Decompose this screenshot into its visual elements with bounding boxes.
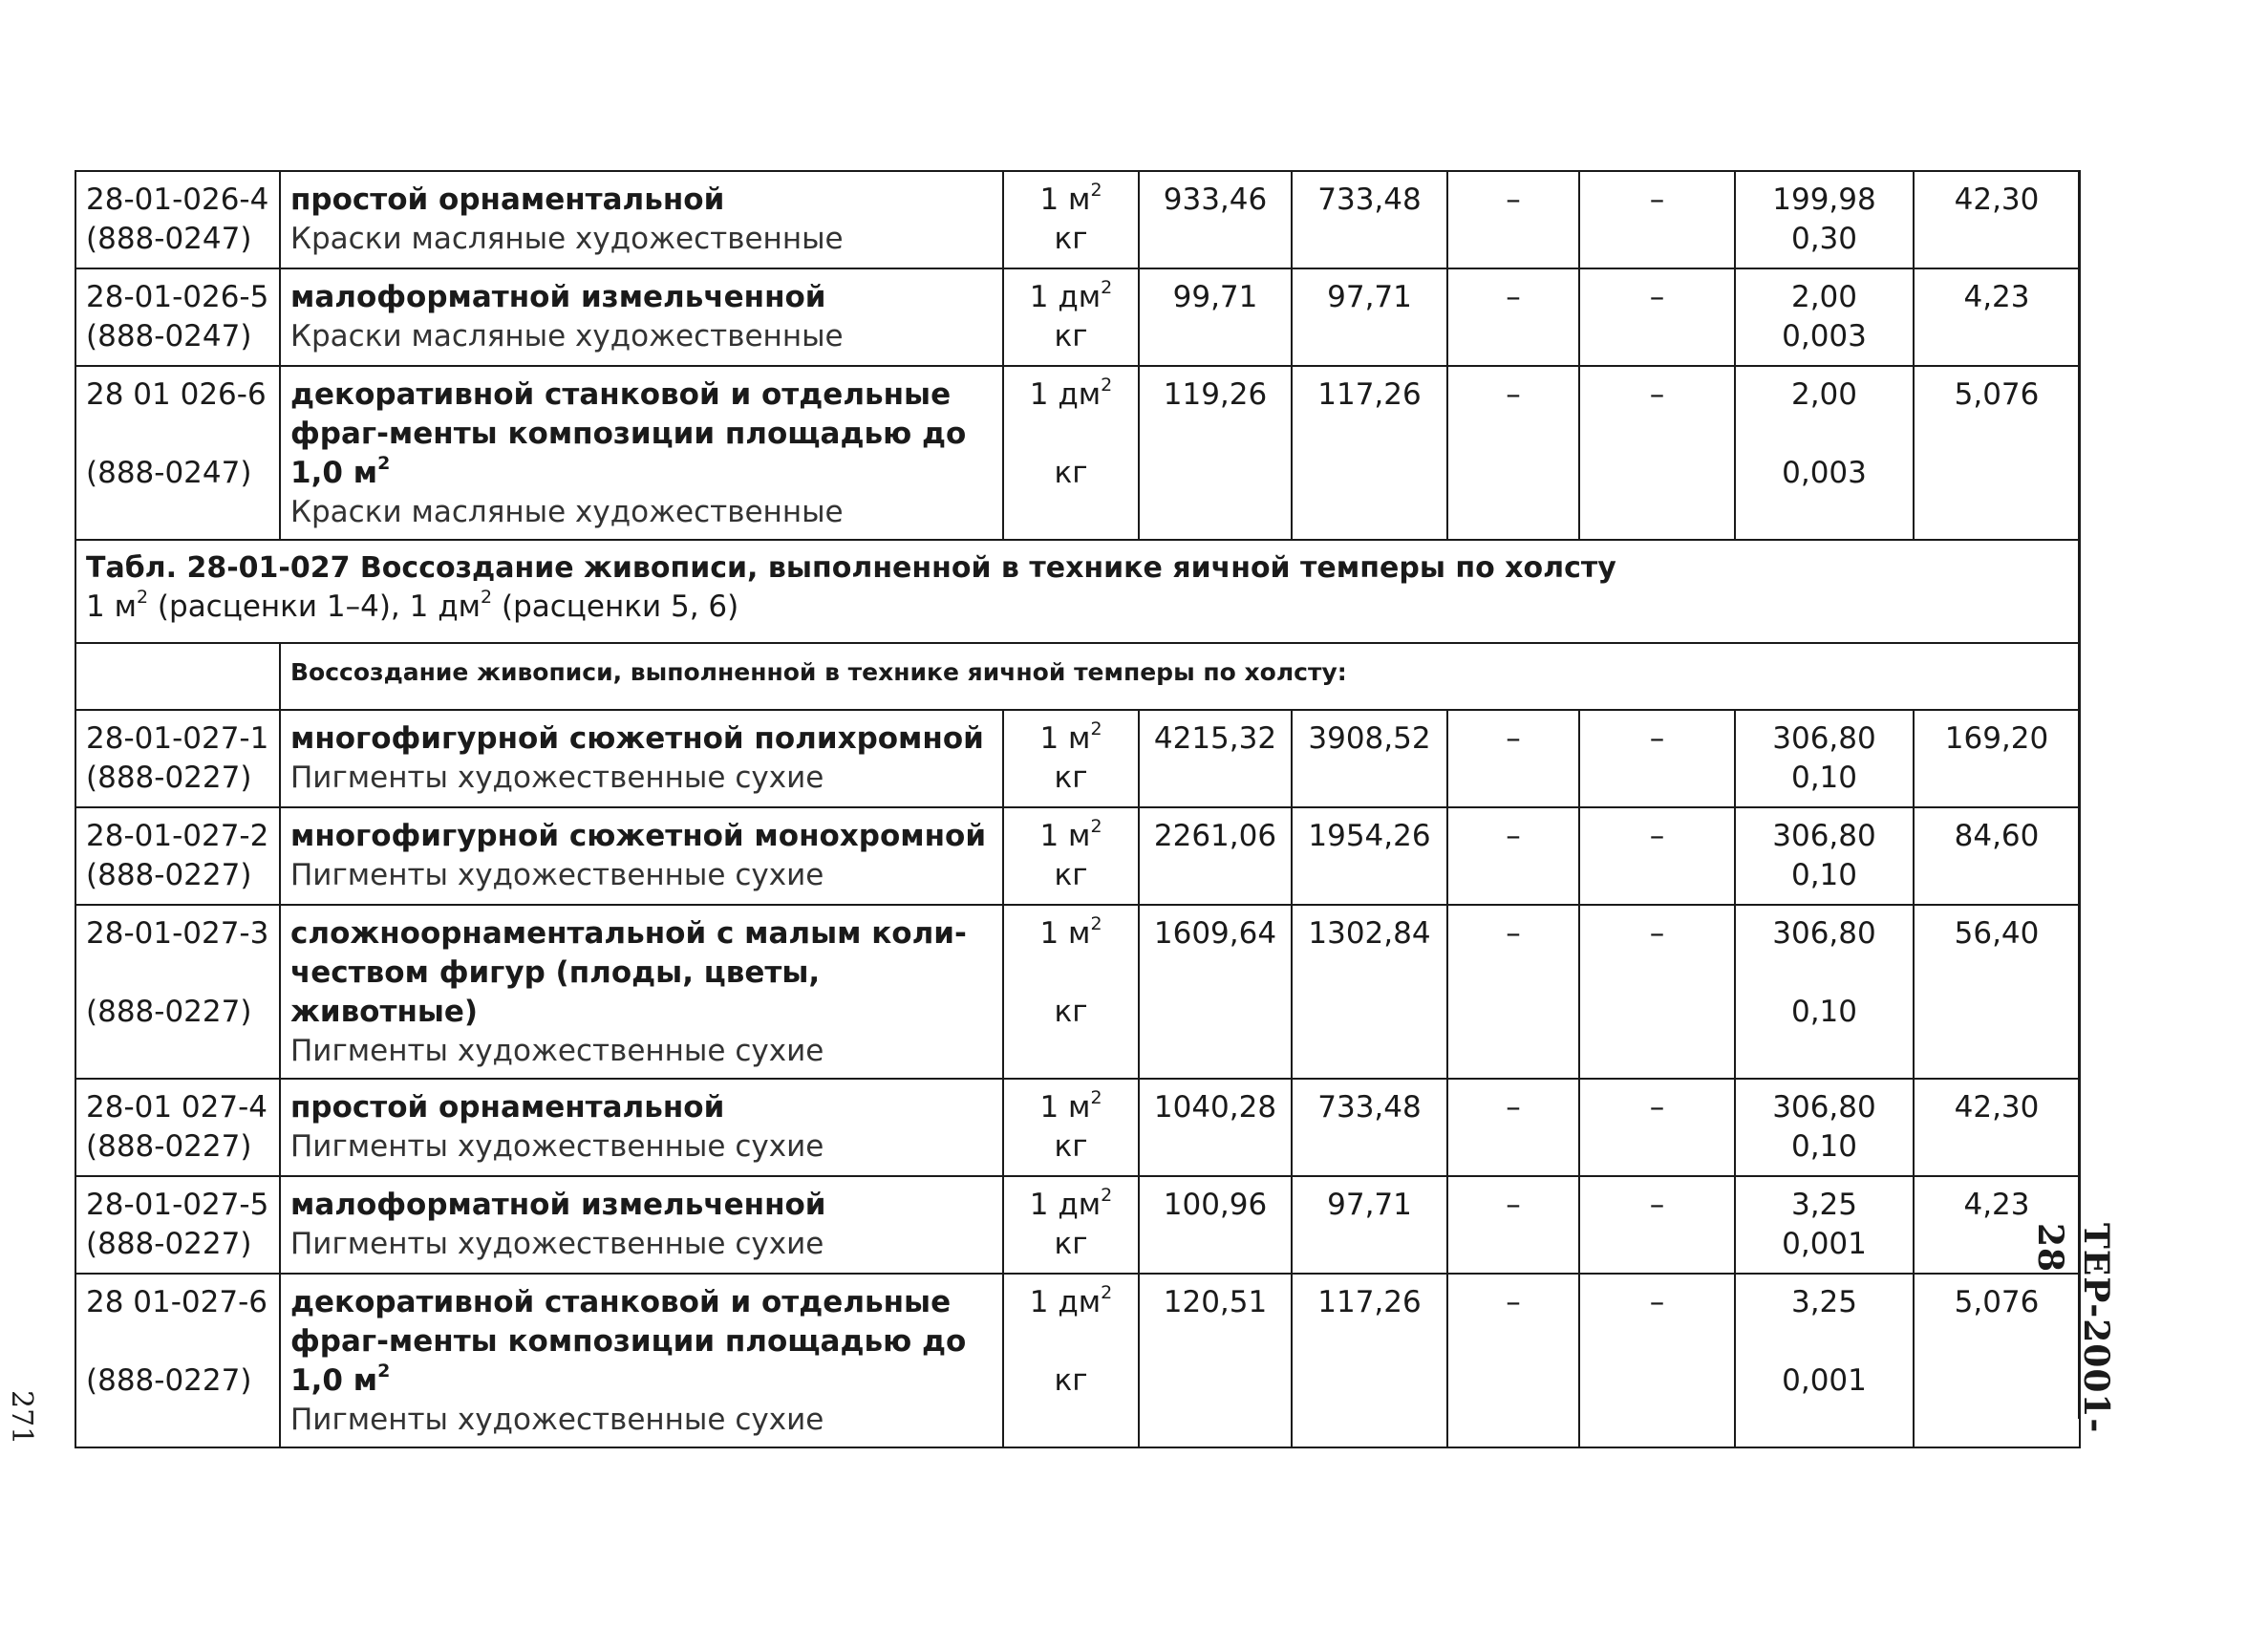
row-value-4: – bbox=[1579, 1079, 1735, 1176]
row-unit: 1 $м^2$ кг bbox=[1003, 1079, 1139, 1176]
row-code: 28-01-027-2 (888-0227) bbox=[75, 807, 280, 905]
row-value-5: 199,98 0,30 bbox=[1735, 171, 1914, 268]
row-value-4: – bbox=[1579, 366, 1735, 540]
row-value-3: – bbox=[1447, 807, 1579, 905]
row-unit: 1 $м^2$ кг bbox=[1003, 171, 1139, 268]
table-title: Табл. 28-01-027 Воссоздание живописи, выполненной в технике яичной темперы по холсту bbox=[86, 551, 1616, 585]
table-row bbox=[75, 366, 2080, 540]
table-heading-row bbox=[75, 540, 2080, 643]
row-code: 28-01-027-5 (888-0227) bbox=[75, 1176, 280, 1274]
row-value-6: 4,23 bbox=[1914, 1176, 2080, 1274]
row-code: 28 01 026-6 (888-0247) bbox=[75, 366, 280, 540]
row-value-5: 2,00 0,003 bbox=[1735, 366, 1914, 540]
row-value-3: – bbox=[1447, 1079, 1579, 1176]
row-name: декоративной станковой и отдельные фраг-менты композиции площадью до 1,0 $м^2$ Пигменты художественные сухие bbox=[280, 1274, 1003, 1447]
row-code: 28 01-027-6 (888-0227) bbox=[75, 1274, 280, 1447]
row-code: 28-01-027-3 (888-0227) bbox=[75, 905, 280, 1079]
row-value-1: 1609,64 bbox=[1139, 905, 1292, 1079]
row-value-2: 1954,26 bbox=[1292, 807, 1447, 905]
row-value-5: 306,80 0,10 bbox=[1735, 1079, 1914, 1176]
row-value-1: 99,71 bbox=[1139, 268, 1292, 366]
row-value-1: 120,51 bbox=[1139, 1274, 1292, 1447]
row-value-2: 733,48 bbox=[1292, 1079, 1447, 1176]
document-code: ТЕР-2001-28 bbox=[2030, 1223, 2116, 1434]
row-value-6: 5,076 bbox=[1914, 1274, 2080, 1447]
row-value-3: – bbox=[1447, 171, 1579, 268]
row-name: простой орнаментальной Краски масляные художественные bbox=[280, 171, 1003, 268]
table-row bbox=[75, 905, 2080, 1079]
row-value-4: – bbox=[1579, 1274, 1735, 1447]
row-name: многофигурной сюжетной полихромной Пигменты художественные сухие bbox=[280, 710, 1003, 807]
row-value-4: – bbox=[1579, 268, 1735, 366]
row-unit: 1 $дм^2$ кг bbox=[1003, 1274, 1139, 1447]
row-value-3: – bbox=[1447, 1176, 1579, 1274]
row-value-6: 84,60 bbox=[1914, 807, 2080, 905]
row-unit: 1 $дм^2$ кг bbox=[1003, 366, 1139, 540]
row-value-6: 56,40 bbox=[1914, 905, 2080, 1079]
price-table bbox=[75, 170, 2081, 1448]
row-value-2: 97,71 bbox=[1292, 1176, 1447, 1274]
row-value-5: 3,25 0,001 bbox=[1735, 1176, 1914, 1274]
row-value-6: 5,076 bbox=[1914, 366, 2080, 540]
table-row bbox=[75, 710, 2080, 807]
row-value-6: 169,20 bbox=[1914, 710, 2080, 807]
section-row bbox=[75, 643, 2080, 710]
table-heading bbox=[75, 540, 2080, 643]
row-name: малоформатной измельченной Пигменты художественные сухие bbox=[280, 1176, 1003, 1274]
row-value-3: – bbox=[1447, 905, 1579, 1079]
table-row bbox=[75, 171, 2080, 268]
row-value-5: 306,80 0,10 bbox=[1735, 807, 1914, 905]
table-row bbox=[75, 268, 2080, 366]
section-empty-cell bbox=[75, 643, 280, 710]
page-number: 271 bbox=[5, 1390, 38, 1446]
row-value-2: 117,26 bbox=[1292, 1274, 1447, 1447]
row-name: декоративной станковой и отдельные фраг-менты композиции площадью до 1,0 $м^2$ Краски масляные художественные bbox=[280, 366, 1003, 540]
row-value-6: 42,30 bbox=[1914, 1079, 2080, 1176]
row-value-3: – bbox=[1447, 366, 1579, 540]
row-name: малоформатной измельченной Краски масляные художественные bbox=[280, 268, 1003, 366]
row-value-5: 3,25 0,001 bbox=[1735, 1274, 1914, 1447]
row-unit: 1 $дм^2$ кг bbox=[1003, 268, 1139, 366]
row-value-2: 733,48 bbox=[1292, 171, 1447, 268]
row-name: многофигурной сюжетной монохромной Пигменты художественные сухие bbox=[280, 807, 1003, 905]
row-value-2: 97,71 bbox=[1292, 268, 1447, 366]
row-value-6: 42,30 bbox=[1914, 171, 2080, 268]
row-value-3: – bbox=[1447, 268, 1579, 366]
row-unit: 1 $м^2$ кг bbox=[1003, 905, 1139, 1079]
table-row bbox=[75, 807, 2080, 905]
row-value-1: 2261,06 bbox=[1139, 807, 1292, 905]
row-value-3: – bbox=[1447, 1274, 1579, 1447]
row-value-4: – bbox=[1579, 171, 1735, 268]
table-row bbox=[75, 1176, 2080, 1274]
row-value-2: 3908,52 bbox=[1292, 710, 1447, 807]
row-value-6: 4,23 bbox=[1914, 268, 2080, 366]
table-units: 1 $м^2$ (расценки 1–4), 1 $дм^2$ (расценки 5, 6) bbox=[86, 587, 739, 624]
section-title: Воссоздание живописи, выполненной в технике яичной темперы по холсту: bbox=[280, 643, 2080, 710]
row-value-4: – bbox=[1579, 1176, 1735, 1274]
row-value-1: 4215,32 bbox=[1139, 710, 1292, 807]
row-value-4: – bbox=[1579, 905, 1735, 1079]
row-value-2: 117,26 bbox=[1292, 366, 1447, 540]
row-value-1: 100,96 bbox=[1139, 1176, 1292, 1274]
row-unit: 1 $м^2$ кг bbox=[1003, 807, 1139, 905]
row-value-5: 2,00 0,003 bbox=[1735, 268, 1914, 366]
row-value-1: 119,26 bbox=[1139, 366, 1292, 540]
row-value-1: 1040,28 bbox=[1139, 1079, 1292, 1176]
row-value-4: – bbox=[1579, 710, 1735, 807]
table-row bbox=[75, 1079, 2080, 1176]
row-name: простой орнаментальной Пигменты художественные сухие bbox=[280, 1079, 1003, 1176]
row-value-1: 933,46 bbox=[1139, 171, 1292, 268]
row-code: 28-01 027-4 (888-0227) bbox=[75, 1079, 280, 1176]
row-value-2: 1302,84 bbox=[1292, 905, 1447, 1079]
row-code: 28-01-027-1 (888-0227) bbox=[75, 710, 280, 807]
row-unit: 1 $дм^2$ кг bbox=[1003, 1176, 1139, 1274]
row-name: сложноорнаментальной с малым коли-чеством фигур (плоды, цветы, животные) Пигменты художественные сухие bbox=[280, 905, 1003, 1079]
row-value-5: 306,80 0,10 bbox=[1735, 710, 1914, 807]
row-unit: 1 $м^2$ кг bbox=[1003, 710, 1139, 807]
row-value-5: 306,80 0,10 bbox=[1735, 905, 1914, 1079]
row-code: 28-01-026-4 (888-0247) bbox=[75, 171, 280, 268]
row-value-3: – bbox=[1447, 710, 1579, 807]
row-code: 28-01-026-5 (888-0247) bbox=[75, 268, 280, 366]
row-value-4: – bbox=[1579, 807, 1735, 905]
table-row bbox=[75, 1274, 2080, 1447]
